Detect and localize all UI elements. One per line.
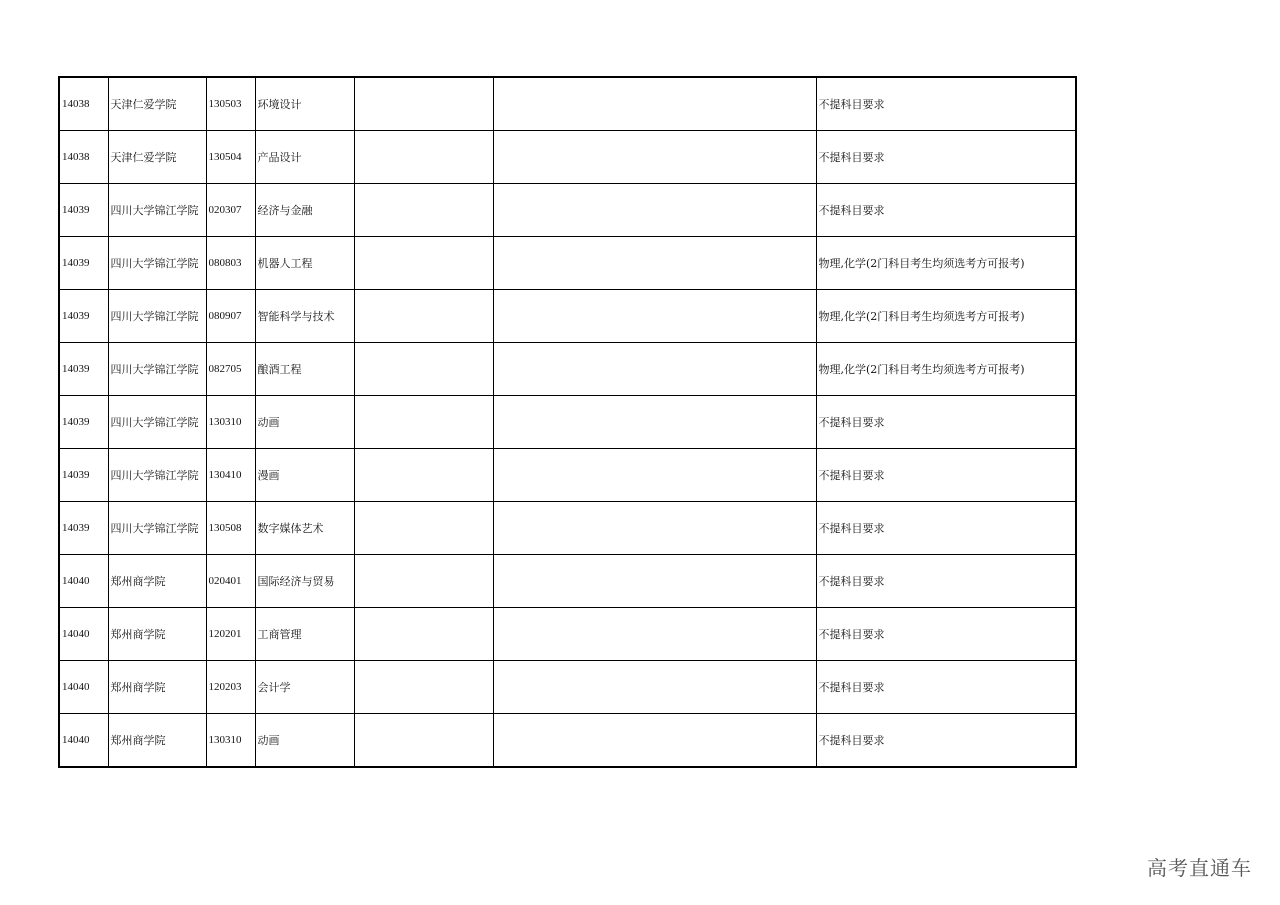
school-code-cell: 14040 (59, 661, 108, 714)
subject-requirement-cell: 不提科目要求 (816, 184, 1076, 237)
table-row (59, 77, 1076, 131)
table-row (59, 343, 1076, 396)
major-name-cell: 国际经济与贸易 (255, 555, 354, 608)
major-code-cell: 120201 (206, 608, 255, 661)
subject-requirement-cell: 不提科目要求 (816, 131, 1076, 184)
major-code-cell: 082705 (206, 343, 255, 396)
major-name-cell: 产品设计 (255, 131, 354, 184)
school-name-cell: 四川大学锦江学院 (108, 237, 206, 290)
major-name-cell: 动画 (255, 396, 354, 449)
table-row (59, 555, 1076, 608)
school-code-cell: 14038 (59, 131, 108, 184)
empty-cell (493, 131, 816, 184)
major-name-cell: 智能科学与技术 (255, 290, 354, 343)
major-name-cell: 酿酒工程 (255, 343, 354, 396)
major-code-cell: 130310 (206, 396, 255, 449)
table-body (59, 77, 1076, 767)
subject-requirement-cell: 不提科目要求 (816, 555, 1076, 608)
school-code-cell: 14039 (59, 184, 108, 237)
school-code-cell: 14039 (59, 343, 108, 396)
major-name-cell: 数字媒体艺术 (255, 502, 354, 555)
major-name-cell: 漫画 (255, 449, 354, 502)
subject-requirement-cell: 不提科目要求 (816, 449, 1076, 502)
major-code-cell: 130504 (206, 131, 255, 184)
empty-cell (354, 661, 493, 714)
school-name-cell: 郑州商学院 (108, 555, 206, 608)
school-name-cell: 郑州商学院 (108, 714, 206, 768)
major-code-cell: 130503 (206, 77, 255, 131)
empty-cell (493, 290, 816, 343)
empty-cell (354, 237, 493, 290)
major-code-cell: 120203 (206, 661, 255, 714)
school-code-cell: 14039 (59, 396, 108, 449)
school-code-cell: 14039 (59, 449, 108, 502)
subject-requirement-cell: 物理,化学(2门科目考生均须选考方可报考) (816, 290, 1076, 343)
subject-requirement-cell: 不提科目要求 (816, 396, 1076, 449)
school-name-cell: 四川大学锦江学院 (108, 396, 206, 449)
empty-cell (354, 555, 493, 608)
school-name-cell: 四川大学锦江学院 (108, 449, 206, 502)
subject-requirement-table (58, 76, 1077, 768)
empty-cell (354, 449, 493, 502)
watermark-text: 高考直通车 (1147, 856, 1252, 880)
empty-cell (354, 290, 493, 343)
empty-cell (354, 502, 493, 555)
subject-requirement-cell: 不提科目要求 (816, 608, 1076, 661)
major-name-cell: 机器人工程 (255, 237, 354, 290)
major-code-cell: 020401 (206, 555, 255, 608)
empty-cell (354, 77, 493, 131)
table-row (59, 449, 1076, 502)
empty-cell (354, 343, 493, 396)
table-row (59, 237, 1076, 290)
empty-cell (493, 502, 816, 555)
major-code-cell: 130410 (206, 449, 255, 502)
empty-cell (354, 184, 493, 237)
major-code-cell: 080907 (206, 290, 255, 343)
major-name-cell: 动画 (255, 714, 354, 768)
school-name-cell: 四川大学锦江学院 (108, 184, 206, 237)
table-row (59, 290, 1076, 343)
empty-cell (493, 661, 816, 714)
empty-cell (493, 555, 816, 608)
empty-cell (354, 608, 493, 661)
major-code-cell: 130508 (206, 502, 255, 555)
empty-cell (493, 449, 816, 502)
table-row (59, 608, 1076, 661)
empty-cell (493, 237, 816, 290)
table-row (59, 184, 1076, 237)
school-name-cell: 天津仁爱学院 (108, 131, 206, 184)
school-code-cell: 14038 (59, 77, 108, 131)
school-code-cell: 14040 (59, 608, 108, 661)
school-code-cell: 14039 (59, 237, 108, 290)
school-name-cell: 四川大学锦江学院 (108, 343, 206, 396)
subject-requirement-cell: 不提科目要求 (816, 77, 1076, 131)
empty-cell (493, 184, 816, 237)
table-row (59, 131, 1076, 184)
empty-cell (493, 608, 816, 661)
empty-cell (493, 396, 816, 449)
subject-requirement-cell: 物理,化学(2门科目考生均须选考方可报考) (816, 237, 1076, 290)
empty-cell (354, 714, 493, 768)
major-code-cell: 020307 (206, 184, 255, 237)
major-name-cell: 工商管理 (255, 608, 354, 661)
school-code-cell: 14040 (59, 714, 108, 768)
major-code-cell: 080803 (206, 237, 255, 290)
empty-cell (493, 77, 816, 131)
empty-cell (354, 396, 493, 449)
school-code-cell: 14040 (59, 555, 108, 608)
school-name-cell: 郑州商学院 (108, 608, 206, 661)
major-name-cell: 会计学 (255, 661, 354, 714)
table-row (59, 661, 1076, 714)
empty-cell (493, 714, 816, 768)
school-code-cell: 14039 (59, 502, 108, 555)
table-row (59, 396, 1076, 449)
subject-requirement-cell: 不提科目要求 (816, 661, 1076, 714)
subject-requirement-cell: 不提科目要求 (816, 714, 1076, 768)
table-row (59, 502, 1076, 555)
major-code-cell: 130310 (206, 714, 255, 768)
subject-requirement-cell: 不提科目要求 (816, 502, 1076, 555)
major-name-cell: 环境设计 (255, 77, 354, 131)
table-row (59, 714, 1076, 768)
school-name-cell: 四川大学锦江学院 (108, 502, 206, 555)
empty-cell (493, 343, 816, 396)
school-name-cell: 郑州商学院 (108, 661, 206, 714)
empty-cell (354, 131, 493, 184)
school-name-cell: 天津仁爱学院 (108, 77, 206, 131)
school-code-cell: 14039 (59, 290, 108, 343)
school-name-cell: 四川大学锦江学院 (108, 290, 206, 343)
major-name-cell: 经济与金融 (255, 184, 354, 237)
subject-requirement-cell: 物理,化学(2门科目考生均须选考方可报考) (816, 343, 1076, 396)
